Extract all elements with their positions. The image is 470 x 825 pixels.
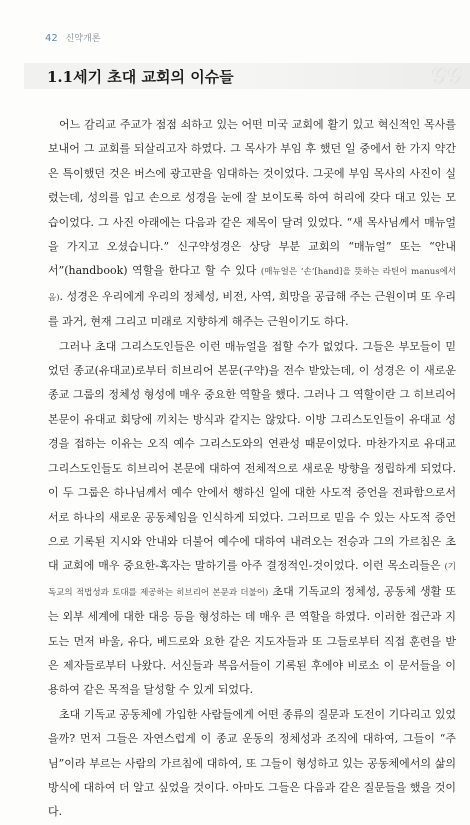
paragraph-1-text-a: 어느 감리교 주교가 점점 쇠하고 있는 어떤 미국 교회에 활기 있고 혁신적인 목사를 보내어 그 교회를 되살리고자 하였다. 그 목사가 부임 후 했던 일 중에서 한 가지 약간은 특이했던 것은 버스에 광고판을 임대하는 것이었다. 그곳에 부임 목사의 사진이 실렸는데, 성의를 입고 손으로 성경을 눈에 잘 보이도록 하여 허리에 갖다 대고 있는 모습이었다. 그 사진 아래에는 다음과 같은 제목이 달려 있었다. “새 목사님께서 매뉴얼을 가지고 오셨습니다.” 신구약성경은 상당 부분 교회의 “매뉴얼” 또는 “안내서”(handbook) 역할을 한다고 할 수 있다 — [48, 118, 456, 278]
page-number: 42 — [45, 33, 58, 44]
paragraph-1 — [48, 113, 456, 335]
paragraph-1-note: (매뉴얼은 ‘손’[hand]을 뜻하는 라틴어 manus에서 옴) — [48, 267, 456, 303]
section-heading-watermark: 𝒢𝒢 — [430, 64, 462, 89]
paragraph-1-text-b: . 성경은 우리에게 우리의 정체성, 비전, 사역, 희망을 공급해 주는 근원이며 또 우리를 과거, 현재 그리고 미래로 지향하게 해주는 근원이기도 하다. — [48, 289, 456, 329]
paragraph-3 — [48, 703, 456, 825]
running-header — [45, 31, 100, 44]
section-title: 1.1세기 초대 교회의 이슈들 — [47, 68, 234, 86]
running-title: 신약개론 — [65, 34, 101, 44]
paragraph-2 — [48, 335, 456, 703]
body-text — [48, 113, 456, 825]
paragraph-2-note: (기독교의 적법성과 토대를 제공하는 히브리어 본문과 더불어) — [48, 562, 456, 598]
paragraph-2-text-b: 초대 기독교의 정체성, 공동체 생활 또는 외부 세계에 대한 대응 등을 형성하는 데 매우 큰 역할을 하였다. 이러한 접근과 지도는 먼저 바울, 유다, 베드로와 요한 같은 지도자들과 또 그들로부터 직접 훈련을 받은 제자들로부터 나왔다. 서신들과 복음서들이 기록된 후에야 비로소 이 문서들을 이용하여 같은 목적을 달성할 수 있게 되었다. — [48, 584, 456, 697]
paragraph-3-text: 초대 기독교 공동체에 가입한 사람들에게 어떤 종류의 질문과 도전이 기다리고 있었을까? 먼저 그들은 자연스럽게 이 종교 운동의 정체성과 조직에 대하여, 그들이 “주님”이라 부르는 사람의 가르침에 대하여, 또 그들이 형성하고 있는 공동체에서의 삶의 방식에 대하여 더 알고 싶었을 것이다. 아마도 그들은 다음과 같은 질문들을 했을 것이다. — [48, 707, 456, 819]
paragraph-2-text-a: 그러나 초대 그리스도인들은 이런 매뉴얼을 접할 수가 없었다. 그들은 부모들이 믿었던 종교(유대교)로부터 히브리어 본문(구약)을 전수 받았는데, 이 성경은 이 새로운 종교 그룹의 정체성 형성에 매우 중요한 역할을 했다. 그러나 그 역할이란 그 히브리어 본문이 유대교 회당에 끼치는 방식과 같지는 않았다. 이방 그리스도인들이 유대교 성경을 접하는 이유는 오직 예수 그리스도와의 연관성 때문이었다. 마찬가지로 유대교 그리스도인들도 히브리어 본문에 대하여 전체적으로 새로운 방향을 정립하게 되었다. 이 두 그룹은 하나님께서 예수 안에서 행하신 일에 대한 사도적 증언을 전파함으로서 서로 하나의 새로운 공동체임을 인식하게 되었다. 그러므로 믿음 수 있는 사도적 증언으로 기록된 지시와 안내와 더불어 예수에 대하여 내려오는 전승과 그의 가르침은 초대 교회에 매우 중요한-혹자는 말하기를 아주 결정적인-것이었다. 이런 목소리들은 — [48, 339, 456, 573]
